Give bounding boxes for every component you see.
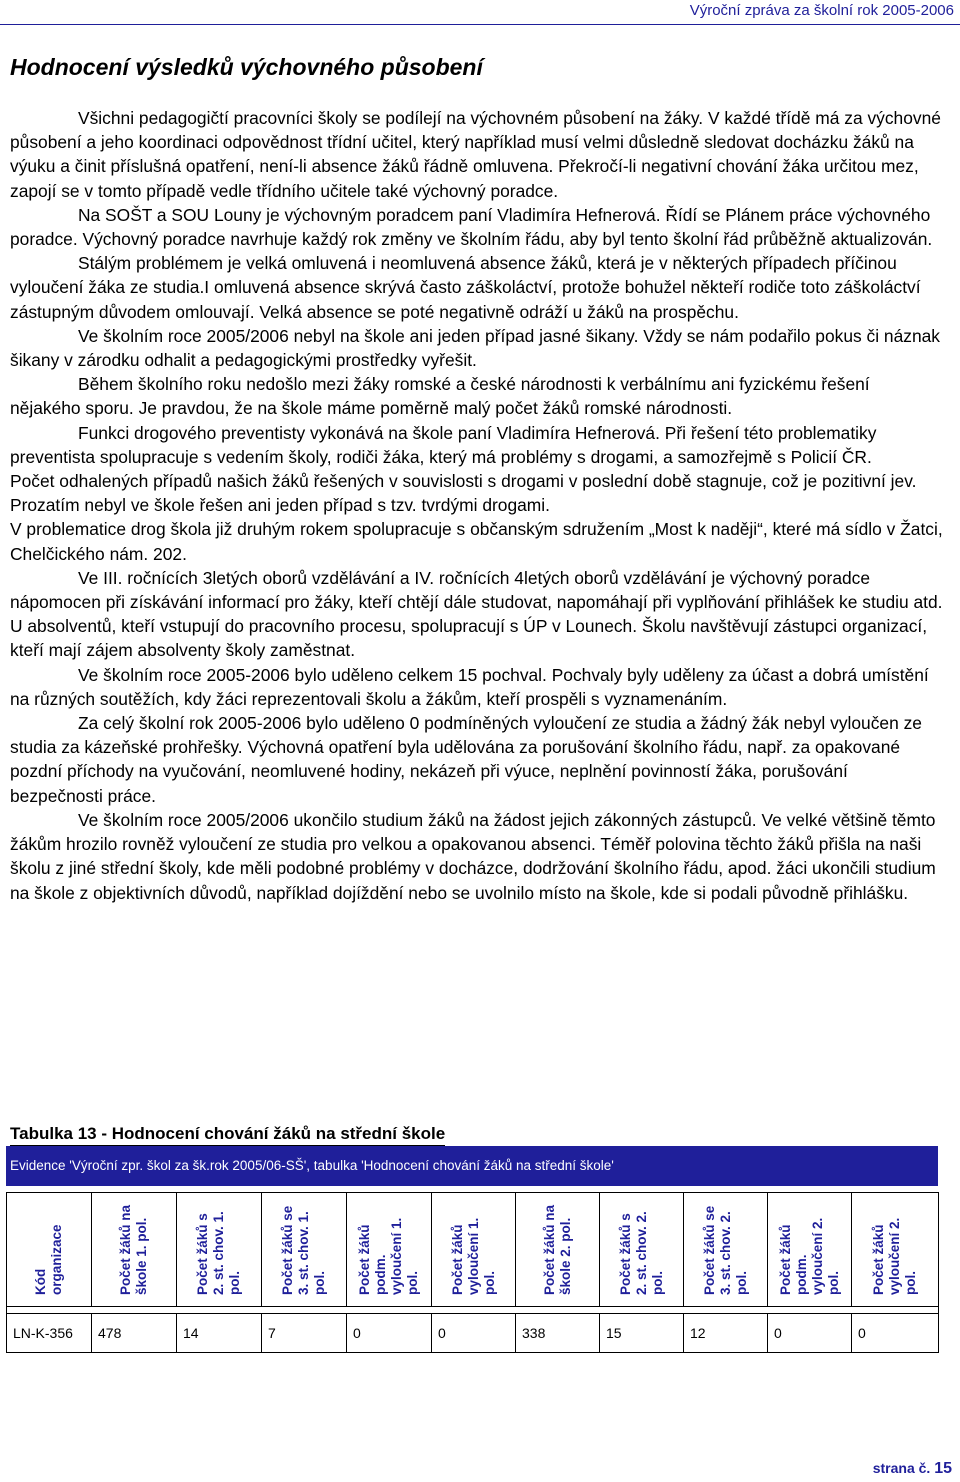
table-header-row (7, 1193, 939, 1307)
table-header-label: Počet žáků vyloučení 1. pol. (449, 1217, 497, 1295)
table-header-cell (262, 1193, 347, 1307)
table-cell: 478 (92, 1314, 177, 1353)
paragraph: Za celý školní rok 2005-2006 bylo uděleno 0 podmíněných vyloučení ze studia a žádný žák nebyl vyloučen ze studia za kázeňské prohřešky. Výchovná opatření byla udělována za porušování školního řádu, např. za opakované pozdní příchody na vyučování, neomluvené hodiny, nekázeň při výuce, neplnění povinností žáka, porušování bezpečnosti práce. (10, 713, 922, 806)
table-header-cell (684, 1193, 768, 1307)
page-number: 15 (934, 1460, 952, 1477)
table-header-cell (177, 1193, 262, 1307)
table-title: Tabulka 13 - Hodnocení chování žáků na střední škole (10, 1124, 445, 1146)
paragraph: Ve III. ročnících 3letých oborů vzdělávání a IV. ročnících 4letých oborů vzdělávání je výchovný poradce nápomocen při získávání informací pro žáky, kteří chtějí dále studovat, napomáhají při vyplňování přihlášek ke studiu atd. U absolventů, kteří vstupují do pracovního procesu, spolupracují s ÚP v Lounech. Školu navštěvují zástupci organizací, kteří mají zájem absolventy školy zaměstnat. (10, 567, 943, 661)
table-header-label: Počet žáků na škole 1. pol. (118, 1204, 149, 1295)
table-header-label: Počet žáků na škole 2. pol. (541, 1204, 573, 1295)
table-header-cell (768, 1193, 852, 1307)
running-header-title: Výroční zpráva za školní rok 2005-2006 (689, 2, 954, 19)
paragraph: Ve školním roce 2005/2006 nebyl na škole ani jeden případ jasné šikany. Vždy se nám podařilo pokus či náznak šikany v zárodku odhalit a pedagogickými prostředky vyřešit. (10, 325, 941, 371)
table-spacer-cell (7, 1307, 939, 1314)
section-title: Hodnocení výsledků výchovného působení (10, 54, 483, 80)
paragraph: Funkci drogového preventisty vykonává na škole paní Vladimíra Hefnerová. Při řešení této problematiky preventista spolupracuje s vedením školy, rodiči žáka, který má problémy s drogami, a samozřejmě s Policií ČR. (10, 422, 877, 467)
table-header-label: Počet žáků podm. vyloučení 2. pol. (777, 1217, 841, 1295)
table-evidence-bar: Evidence 'Výroční zpr. škol za šk.rok 2005/06-SŠ', tabulka 'Hodnocení chování žáků na střední škole' (6, 1146, 938, 1186)
table-header-label: Počet žáků s 2. st. chov. 2. pol. (617, 1211, 665, 1295)
page-label: strana č. (872, 1460, 931, 1476)
table-cell: 0 (347, 1314, 432, 1353)
paragraph: Ve školním roce 2005-2006 bylo uděleno celkem 15 pochval. Pochvaly byly uděleny za účast a dobrá umístění na různých soutěžích, kdy žáci reprezentovali školu a žákům, kteří prospěli s vyznamenáním. (10, 664, 929, 709)
page-footer (873, 1460, 952, 1478)
paragraph: Ve školním roce 2005/2006 ukončilo studium žáků na žádost jejich zákonných zástupců. Ve velké většině těmto žákům hrozilo rovněž vyloučení ze studia pro velkou a opakovanou absenci. Téměř polovina těchto žáků přišla na naši školu z jiné střední školy, kde měli podobné problémy v docházce, dodržování školního řádu, apod. žáci ukončili studium na škole z objektivních důvodů, například dojíždění nebo se uvolnilo místo na škole, kde si podali původně přihlášku. (10, 809, 936, 903)
running-header (0, 0, 960, 25)
paragraph: Všichni pedagogičtí pracovníci školy se podílejí na výchovném působení na žáky. V každé třídě má za výchovné působení a jeho koordinaci odpovědnost třídní učitel, který například musí velmi důsledně sledovat docházku žáků na výuku a činit příslušná opatření, není-li absence žáků řádně omluvena. Překročí-li negativní chování žáka určitou mez, zapojí se v tomto případě vedle třídního učitele také výchovný poradce. (10, 108, 941, 201)
table-header-label: Počet žáků vyloučení 2. pol. (871, 1217, 918, 1295)
table-cell: 14 (177, 1314, 262, 1353)
behavior-table (6, 1192, 939, 1353)
table-header-label: Počet žáků s 2. st. chov. 1. pol. (195, 1211, 242, 1295)
table-header-cell (92, 1193, 177, 1307)
table-spacer-row (7, 1307, 939, 1314)
paragraph: Na SOŠT a SOU Louny je výchovným poradcem paní Vladimíra Hefnerová. Řídí se Plánem práce výchovného poradce. Výchovný poradce navrhuje každý rok změny ve školním řádu, aby byl tento školní řád průběžně aktualizován. (10, 204, 933, 250)
paragraph: Počet odhalených případů našich žáků řešených v souvislosti s drogami v poslední době stagnuje, což je pozitivní jev. Prozatím nebyl ve škole řešen ani jeden případ s tzv. tvrdými drogami. (10, 471, 917, 516)
table-cell: 0 (768, 1314, 852, 1353)
table-header-cell (600, 1193, 684, 1307)
table-header-cell (347, 1193, 432, 1307)
body-text (10, 106, 944, 905)
table-header-cell (7, 1193, 92, 1307)
table-header-label: Počet žáků se 3. st. chov. 1. pol. (280, 1205, 327, 1295)
table-cell: LN-K-356 (7, 1314, 92, 1353)
table-header-label: Kód organizace (33, 1224, 64, 1295)
table-container (6, 1146, 938, 1353)
table-row (7, 1314, 939, 1353)
table-header-cell (852, 1193, 939, 1307)
paragraph: Během školního roku nedošlo mezi žáky romské a české národnosti k verbálnímu ani fyzickému řešení nějakého sporu. Je pravdou, že na škole máme poměrně malý počet žáků romské národnosti. (10, 374, 870, 419)
table-cell: 0 (432, 1314, 516, 1353)
table-cell: 12 (684, 1314, 768, 1353)
table-cell: 7 (262, 1314, 347, 1353)
table-header-cell (516, 1193, 600, 1307)
table-cell: 338 (516, 1314, 600, 1353)
table-cell: 15 (600, 1314, 684, 1353)
table-cell: 0 (852, 1314, 939, 1353)
table-header-cell (432, 1193, 516, 1307)
table-header-label: Počet žáků se 3. st. chov. 2. pol. (701, 1205, 749, 1295)
paragraph: Stálým problémem je velká omluvená i neomluvená absence žáků, která je v některých případech příčinou vyloučení žáka ze studia.I omluvená absence skrývá často záškoláctví, protože bohužel někteří rodiče toto záškoláctví zástupným důvodem omlouvají. Velká absence se poté negativně odráží u žáků na prospěchu. (10, 253, 921, 322)
paragraph: V problematice drog škola již druhým rokem spolupracuje s občanským sdružením „Most k naději“, které má sídlo v Žatci, Chelčického nám. 202. (10, 519, 943, 564)
table-body (7, 1307, 939, 1353)
table-header-label: Počet žáků podm. vyloučení 1. pol. (357, 1217, 420, 1295)
